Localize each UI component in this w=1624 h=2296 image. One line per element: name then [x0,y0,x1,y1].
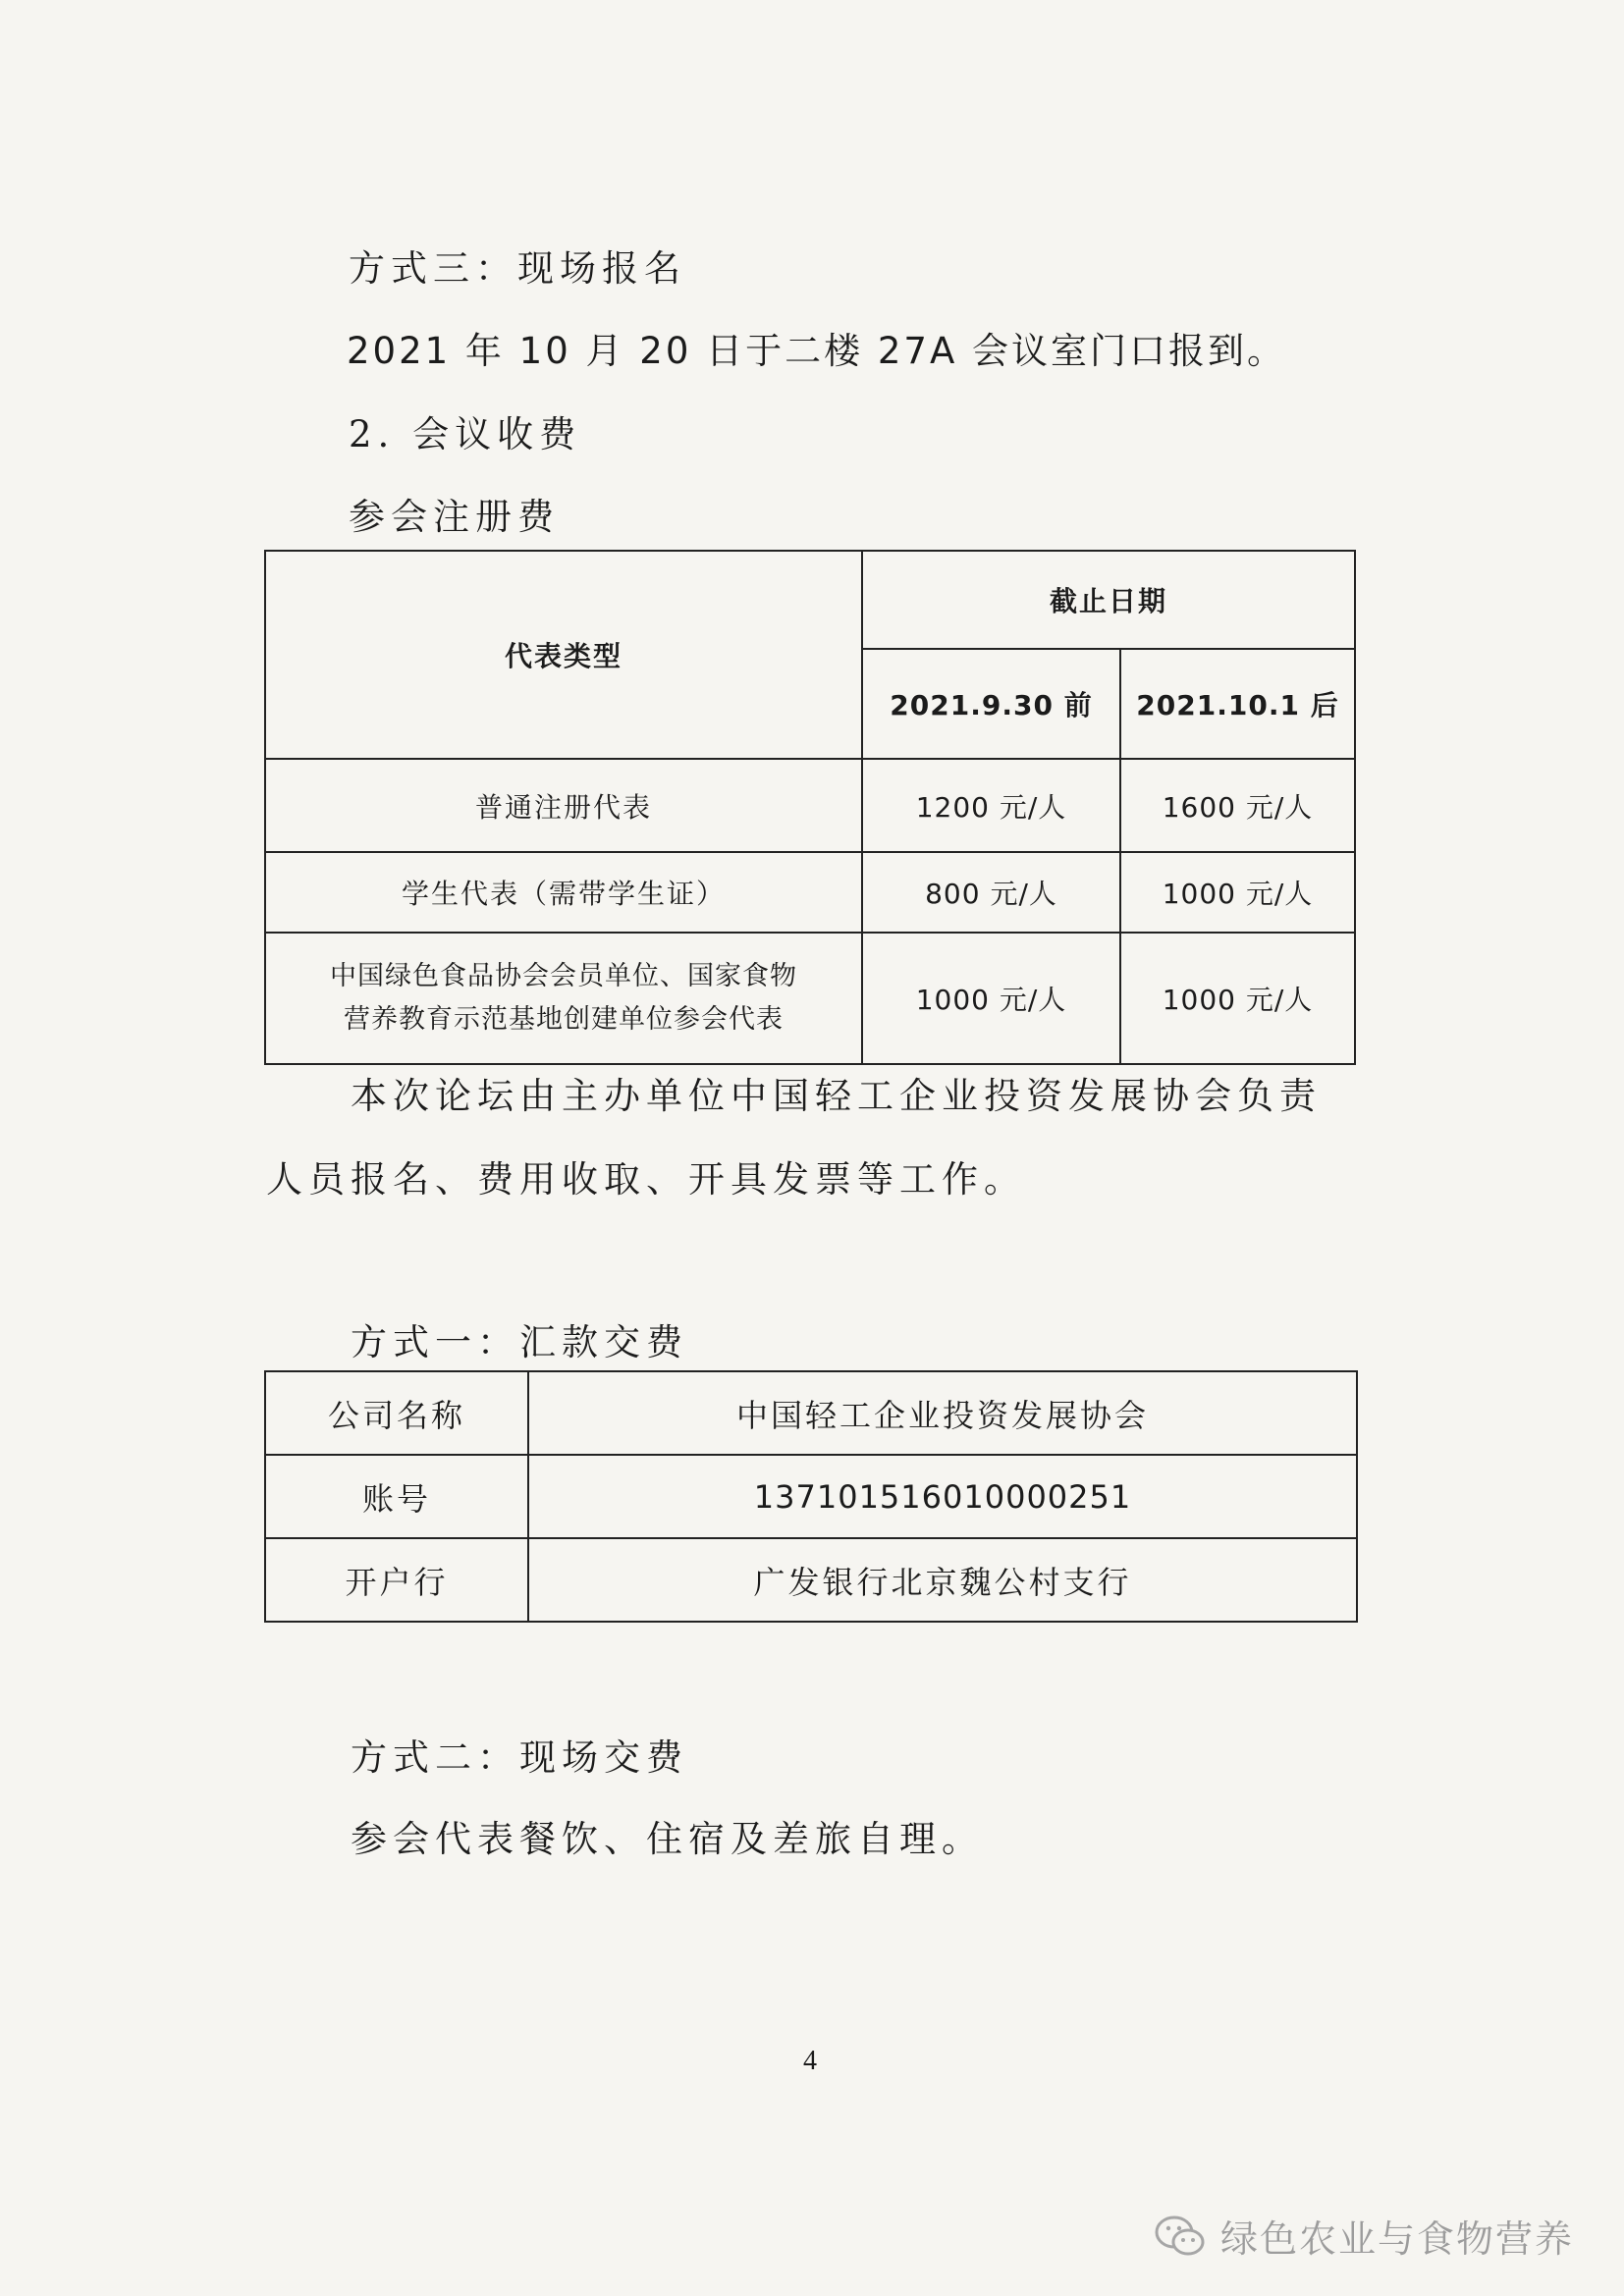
fee-table-type-header: 代表类型 [265,551,862,759]
fee-row-after: 1000 元/人 [1120,852,1355,933]
closing-text: 参会代表餐饮、住宿及差旅自理。 [351,1818,984,1860]
organizer-note-line1: 本次论坛由主办单位中国轻工企业投资发展协会负责 [351,1075,1322,1117]
account-value: 137101516010000251 [528,1455,1357,1538]
fee-row-after: 1000 元/人 [1120,933,1355,1064]
watermark-text: 绿色农业与食物营养 [1220,2217,1575,2261]
watermark [1154,2209,1574,2263]
fee-row-before: 1200 元/人 [862,759,1120,852]
fee-row-type-line: 营养教育示范基地创建单位参会代表 [344,1004,784,1035]
registration-fee-label: 参会注册费 [349,496,560,538]
wechat-icon [1154,2214,1207,2259]
table-row [265,933,1355,1064]
method3-heading: 方式三：现场报名 [349,247,686,290]
account-label: 账号 [265,1455,528,1538]
fee-table-deadline-header: 截止日期 [862,551,1355,649]
table-row [265,1455,1357,1538]
fee-row-type: 普通注册代表 [265,759,862,852]
fees-heading: 2. 会议收费 [349,413,582,455]
table-row [265,1371,1357,1455]
bank-label: 开户行 [265,1538,528,1622]
fee-row-type: 学生代表（需带学生证） [265,852,862,933]
fee-table-before-header: 2021.9.30 前 [862,649,1120,759]
organizer-note-line2: 人员报名、费用收取、开具发票等工作。 [266,1158,1026,1201]
method3-text: 2021 年 10 月 20 日于二楼 27A 会议室门口报到。 [347,330,1287,372]
table-row [265,852,1355,933]
fee-row-after: 1600 元/人 [1120,759,1355,852]
page-number: 4 [803,2046,817,2076]
bank-account-table [264,1370,1358,1623]
method1-heading: 方式一：汇款交费 [351,1321,688,1363]
company-value: 中国轻工企业投资发展协会 [528,1371,1357,1455]
fee-row-type [265,933,862,1064]
fee-row-before: 800 元/人 [862,852,1120,933]
table-row [265,759,1355,852]
bank-value: 广发银行北京魏公村支行 [528,1538,1357,1622]
method2-heading: 方式二：现场交费 [351,1736,688,1779]
fee-row-before: 1000 元/人 [862,933,1120,1064]
fee-table-after-header: 2021.10.1 后 [1120,649,1355,759]
fee-row-type-line: 中国绿色食品协会会员单位、国家食物 [330,961,797,991]
fee-table [264,550,1356,1065]
table-row [265,1538,1357,1622]
company-label: 公司名称 [265,1371,528,1455]
